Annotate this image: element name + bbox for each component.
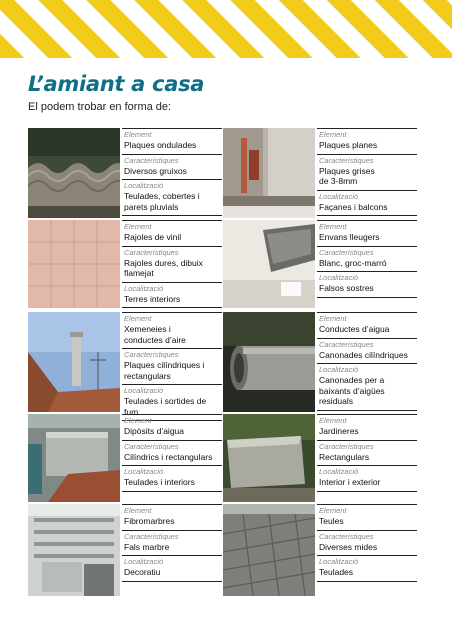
element-value: Envans lleugers	[319, 232, 380, 242]
location-value: Façanes i balcons	[319, 201, 388, 212]
location-value: Teulades i sortides de fum	[124, 396, 207, 417]
location-label: Localització	[124, 386, 164, 395]
characteristics-label: Característiques	[319, 441, 374, 451]
element-label: Element	[124, 130, 152, 139]
location-label: Localització	[124, 181, 164, 190]
location-value: Terres interiors	[124, 293, 181, 304]
item-fibromarbres	[28, 504, 222, 596]
roof-tiles-photo	[223, 504, 315, 596]
element-value: Plaques planes	[319, 140, 378, 150]
element-value: Xemeneies i conductes d’aire	[124, 324, 186, 345]
item-rajoles-vinil	[28, 220, 222, 308]
element-value: Teules	[319, 516, 344, 526]
element-label: Element	[319, 416, 347, 425]
location-value: Interior i exterior	[319, 477, 381, 487]
location-value: Teulades	[319, 567, 354, 577]
characteristics-label: Característiques	[319, 247, 374, 257]
characteristics-label: Característiques	[319, 531, 374, 541]
element-value: Conductes d’aigua	[319, 324, 390, 334]
item-jardineres	[223, 414, 417, 502]
characteristics-value: Diversos gruixos	[124, 165, 187, 176]
characteristics-label: Característiques	[124, 155, 179, 165]
characteristics-label: Característiques	[124, 531, 179, 541]
location-value: Canonades per a baixants d’aigües residuals	[319, 375, 385, 406]
element-label: Element	[124, 416, 152, 425]
characteristics-value: Rajoles dures, dibuix flamejat	[124, 257, 203, 278]
location-label: Localització	[124, 557, 164, 566]
element-label: Element	[319, 506, 347, 515]
location-label: Localització	[319, 467, 359, 476]
location-label: Localització	[319, 191, 359, 201]
flat-sheets-photo	[223, 128, 315, 218]
element-label: Element	[319, 222, 347, 231]
element-label: Element	[124, 222, 152, 231]
chimney-photo	[28, 312, 120, 412]
characteristics-value: Plaques cilíndriques i rectangulars	[124, 360, 205, 381]
element-label: Element	[124, 506, 152, 515]
characteristics-label: Característiques	[124, 441, 179, 451]
building-facade-photo	[28, 504, 120, 596]
item-teules	[223, 504, 417, 596]
characteristics-value: Canonades cilíndriques	[319, 349, 408, 360]
element-label: Element	[319, 314, 347, 323]
characteristics-value: Diverses mides	[319, 541, 378, 552]
location-value: Decoratiu	[124, 567, 161, 577]
location-value: Teulades, cobertes i parets pluvials	[124, 191, 200, 212]
element-label: Element	[319, 130, 347, 139]
vinyl-tiles-photo	[28, 220, 120, 308]
water-pipe-photo	[223, 312, 315, 412]
location-label: Localització	[319, 557, 359, 566]
element-label: Element	[124, 314, 152, 323]
characteristics-value: Plaques grises de 3-8mm	[319, 165, 375, 186]
page-title: L’amiant a casa	[28, 72, 205, 96]
hazard-stripe-banner	[0, 0, 452, 58]
characteristics-value: Rectangulars	[319, 451, 370, 462]
location-label: Localització	[319, 273, 359, 282]
water-tank-photo	[28, 414, 120, 502]
element-value: Fibromarbres	[124, 516, 175, 526]
false-ceiling-photo	[223, 220, 315, 308]
location-label: Localització	[124, 467, 164, 476]
element-value: Plaques ondulades	[124, 140, 197, 150]
item-xemeneies	[28, 312, 222, 417]
item-diposits-aigua	[28, 414, 222, 502]
item-envans-lleugers	[223, 220, 417, 308]
element-value: Jardineres	[319, 426, 359, 436]
characteristics-label: Característiques	[124, 247, 179, 257]
characteristics-value: Fals marbre	[124, 541, 170, 552]
item-conductes-aigua	[223, 312, 417, 412]
element-value: Rajoles de vinil	[124, 232, 182, 242]
characteristics-label: Característiques	[124, 350, 179, 359]
characteristics-value: Blanc, groc-marró	[319, 257, 387, 268]
characteristics-label: Característiques	[319, 339, 374, 349]
location-label: Localització	[124, 283, 164, 293]
characteristics-value: Cilíndrics i rectangulars	[124, 451, 213, 462]
planter-photo	[223, 414, 315, 502]
page-subtitle: El podem trobar en forma de:	[28, 101, 172, 113]
corrugated-sheets-photo	[28, 128, 120, 218]
element-value: Dipòsits d’aigua	[124, 426, 185, 436]
location-value: Teulades i interiors	[124, 477, 195, 487]
item-plaques-planes	[223, 128, 417, 218]
location-value: Falsos sostres	[319, 283, 374, 293]
location-label: Localització	[319, 365, 359, 374]
characteristics-label: Característiques	[319, 155, 374, 165]
item-plaques-ondulades	[28, 128, 222, 218]
